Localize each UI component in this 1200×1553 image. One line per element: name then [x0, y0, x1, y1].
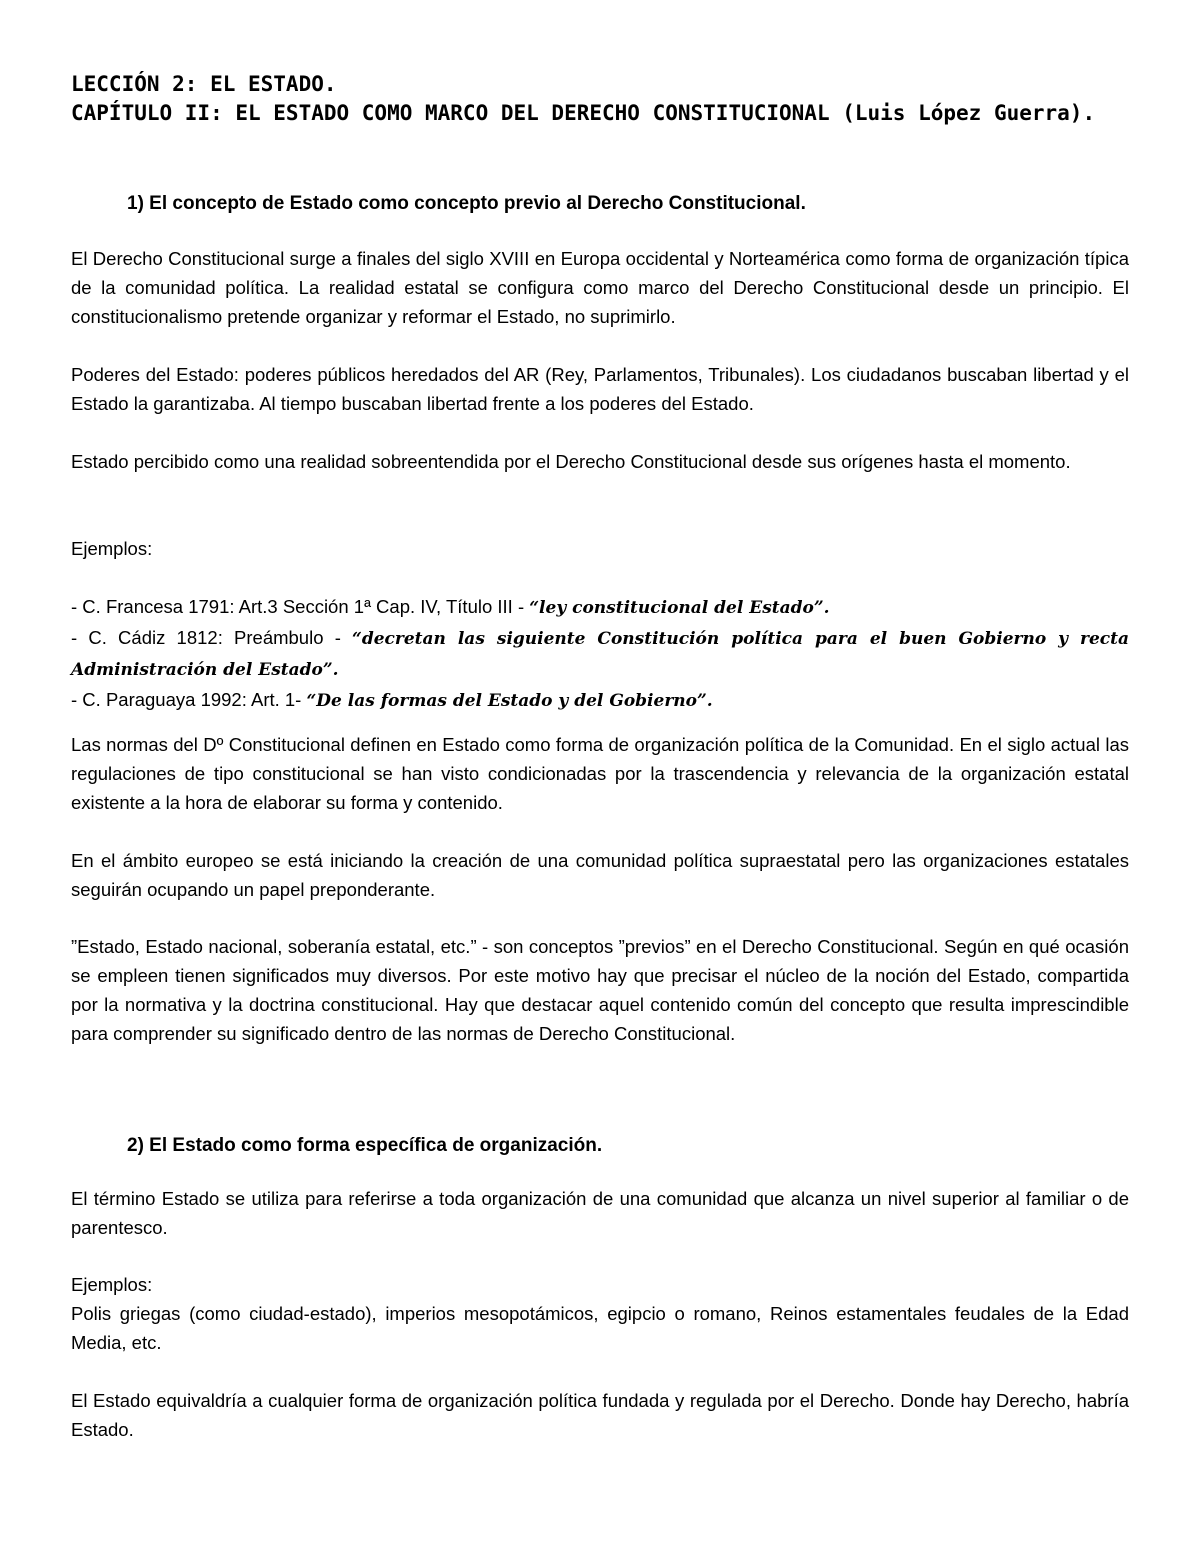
section-2-heading: 2) El Estado como forma específica de organización. — [127, 1135, 603, 1156]
examples-text: Polis griegas (como ciudad-estado), imperios mesopotámicos, egipcio o romano, Reinos estamentales feudales de la Edad Media, etc. — [71, 1303, 1129, 1353]
document-title — [71, 70, 1129, 128]
example-quote: “ley constitucional del Estado”. — [529, 598, 830, 618]
example-citation: - C. Cádiz 1812: Preámbulo - — [71, 627, 353, 648]
section-1-paragraph-1: El Derecho Constitucional surge a finales del siglo XVIII en Europa occidental y Norteamérica como forma de organización típica de la comunidad política. La realidad estatal se configura como marco del Derecho Constitucional desde un principio. El constitucionalismo pretende organizar y reformar el Estado, no suprimirlo. — [71, 248, 1129, 327]
section-1-paragraph-2: Poderes del Estado: poderes públicos heredados del AR (Rey, Parlamentos, Tribunales). Los ciudadanos buscaban libertad y el Estado la garantizaba. Al tiempo buscaban libertad frente a los poderes del Estado. — [71, 364, 1129, 414]
section-2-examples — [71, 1270, 1129, 1357]
example-quote: “De las formas del Estado y del Gobierno”. — [306, 691, 713, 711]
section-1-paragraph-6: ”Estado, Estado nacional, soberanía estatal, etc.” - son conceptos ”previos” en el Derecho Constitucional. Según en qué ocasión se empleen tienen significados muy diversos. Por este motivo hay que precisar el núcleo de la noción del Estado, compartida por la normativa y la doctrina constitucional. Hay que destacar aquel contenido común del concepto que resulta imprescindible para comprender su significado dentro de las normas de Derecho Constitucional. — [71, 936, 1129, 1044]
section-1-paragraph-4: Las normas del Dº Constitucional definen en Estado como forma de organización política de la Comunidad. En el siglo actual las regulaciones de tipo constitucional se han visto condicionadas por la trascendencia y relevancia de la organización estatal existente a la hora de elaborar su forma y contenido. — [71, 734, 1129, 813]
example-item — [71, 623, 1129, 685]
examples-label: Ejemplos: — [71, 538, 153, 559]
example-quote: “decretan las siguiente Constitución política para el buen Gobierno y recta Administración del Estado”. — [71, 629, 1129, 680]
examples-list — [71, 592, 1129, 716]
section-2-paragraph-2: El Estado equivaldría a cualquier forma de organización política fundada y regulada por el Derecho. Donde hay Derecho, habría Estado. — [71, 1390, 1129, 1440]
section-1-paragraph-5: En el ámbito europeo se está iniciando la creación de una comunidad política supraestatal pero las organizaciones estatales seguirán ocupando un papel preponderante. — [71, 850, 1129, 900]
section-2-paragraph-1: El término Estado se utiliza para referirse a toda organización de una comunidad que alcanza un nivel superior al familiar o de parentesco. — [71, 1188, 1129, 1238]
examples-label: Ejemplos: — [71, 1274, 153, 1295]
lesson-title: LECCIÓN 2: EL ESTADO. — [71, 72, 337, 96]
section-1-paragraph-3: Estado percibido como una realidad sobreentendida por el Derecho Constitucional desde sus orígenes hasta el momento. — [71, 451, 1071, 472]
example-citation: - C. Francesa 1791: Art.3 Sección 1ª Cap. IV, Título III - — [71, 596, 530, 617]
example-item — [71, 592, 1129, 623]
section-1-heading: 1) El concepto de Estado como concepto previo al Derecho Constitucional. — [127, 193, 806, 214]
chapter-title: CAPÍTULO II: EL ESTADO COMO MARCO DEL DERECHO CONSTITUCIONAL (Luis López Guerra). — [71, 101, 1096, 125]
example-citation: - C. Paraguaya 1992: Art. 1- — [71, 689, 307, 710]
example-item — [71, 685, 1129, 716]
